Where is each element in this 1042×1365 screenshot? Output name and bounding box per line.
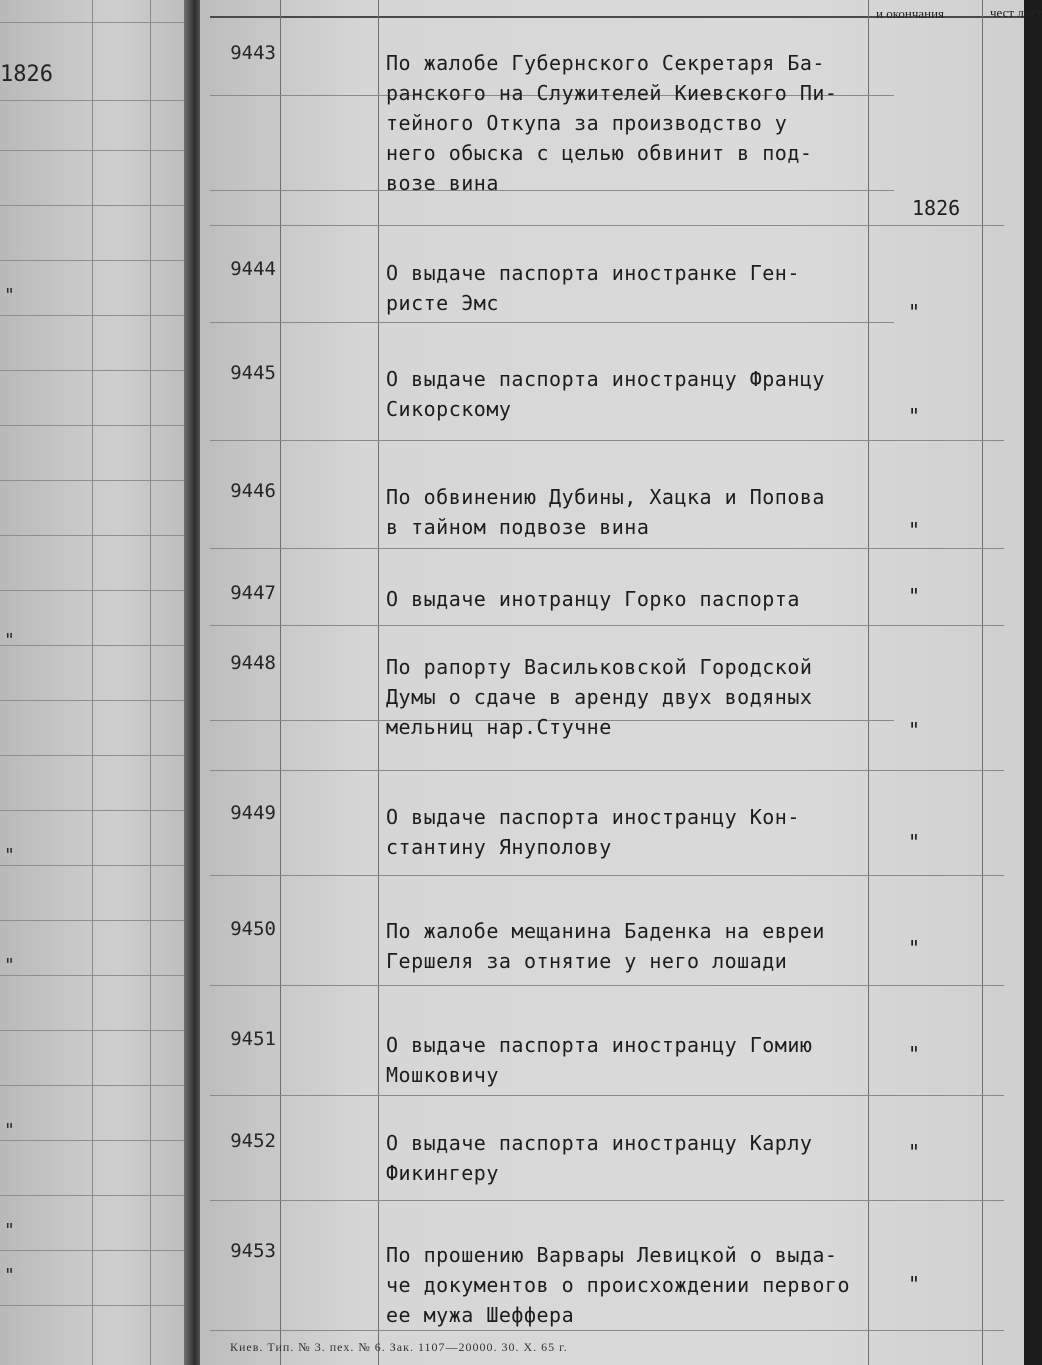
ditto-mark: " (908, 936, 921, 960)
left-ditto-mark: " (4, 845, 15, 866)
ditto-mark: " (908, 1272, 921, 1296)
record-description: По обвинению Дубины, Хацка и Попова в тайном подвозе вина (386, 485, 825, 539)
left-page (0, 0, 192, 1365)
record-description: О выдаче паспорта иностранцу Кон- стантину Януполову (386, 805, 800, 859)
record-description: О выдаче инотранцу Горко паспорта (386, 587, 800, 611)
left-row-rule (0, 1305, 192, 1306)
left-row-rule (0, 865, 192, 866)
left-row-rule (0, 425, 192, 426)
left-row-rule (0, 1140, 192, 1141)
left-row-rule (0, 1195, 192, 1196)
left-row-rule (0, 755, 192, 756)
ditto-mark: " (908, 404, 921, 428)
ditto-mark: " (908, 584, 921, 608)
left-ditto-mark: " (4, 1265, 15, 1286)
left-row-rule (0, 535, 192, 536)
record-description: По жалобе Губернского Секретаря Ба- ранского на Служителей Киевского Пи- тейного Откупа за производство у него обыска с целью обвинит в под- возе вина (386, 51, 838, 195)
row-rule (210, 322, 894, 323)
left-row-rule (0, 1085, 192, 1086)
left-row-rule (0, 100, 192, 101)
left-row-rule (0, 205, 192, 206)
row-rule (210, 1330, 1004, 1331)
column-rule (280, 0, 281, 1365)
left-ditto-mark: " (4, 630, 15, 651)
left-row-rule (0, 22, 192, 23)
record-number: 9448 (230, 652, 276, 674)
record-number: 9450 (230, 918, 276, 940)
record-year: 1826 (912, 196, 961, 220)
row-rule (210, 225, 1004, 226)
record-description: О выдаче паспорта иностранке Ген- ристе Эмс (386, 261, 800, 315)
row-rule (210, 625, 1004, 626)
row-rule (210, 1200, 1004, 1201)
left-row-rule (0, 260, 192, 261)
left-ditto-mark: " (4, 955, 15, 976)
left-ditto-mark: " (4, 1220, 15, 1241)
ditto-mark: " (908, 300, 921, 324)
record-number: 9451 (230, 1028, 276, 1050)
row-rule (210, 875, 1004, 876)
left-row-rule (0, 480, 192, 481)
record-description: По прошению Варвары Левицкой о выда- че документов о происхождении первого ее мужа Шеффера (386, 1243, 851, 1327)
column-rule (982, 0, 983, 1365)
left-row-rule (0, 370, 192, 371)
row-rule (210, 770, 1004, 771)
record-number: 9449 (230, 802, 276, 824)
ditto-mark: " (908, 518, 921, 542)
record-number: 9453 (230, 1240, 276, 1262)
left-row-rule (0, 645, 192, 646)
record-number: 9445 (230, 362, 276, 384)
record-number: 9452 (230, 1130, 276, 1152)
ditto-mark: " (908, 830, 921, 854)
row-rule (210, 440, 1004, 441)
left-row-rule (0, 700, 192, 701)
right-page (200, 0, 1042, 1365)
row-rule (210, 548, 1004, 549)
row-rule (210, 985, 1004, 986)
column-rule (378, 0, 379, 1365)
left-ditto-mark: " (4, 1120, 15, 1141)
record-number: 9447 (230, 582, 276, 604)
left-row-rule (0, 975, 192, 976)
record-description: О выдаче паспорта иностранцу Карлу Фикингеру (386, 1131, 813, 1185)
ditto-mark: " (908, 1042, 921, 1066)
row-rule (210, 1095, 1004, 1096)
print-imprint: Киев. Тип. № 3. пех. № 6. Зак. 1107—20000. 30. X. 65 г. (230, 1340, 568, 1354)
left-row-rule (0, 315, 192, 316)
record-number: 9446 (230, 480, 276, 502)
header-sheets: чест лист (990, 5, 1042, 20)
record-description: По рапорту Васильковской Городской Думы о сдаче в аренду двух водяных мельниц нар.Стучне (386, 655, 813, 739)
record-description: О выдаче паспорта иностранцу Гомию Мошковичу (386, 1033, 813, 1087)
left-row-rule (0, 1250, 192, 1251)
record-number: 9444 (230, 258, 276, 280)
header-end-date: и окончания (876, 6, 945, 21)
left-row-rule (0, 920, 192, 921)
record-description: О выдаче паспорта иностранцу Францу Сикорскому (386, 367, 825, 421)
left-row-rule (0, 810, 192, 811)
left-ditto-mark: " (4, 285, 15, 306)
ditto-mark: " (908, 718, 921, 742)
left-row-rule (0, 590, 192, 591)
left-row-rule (0, 1030, 192, 1031)
left-row-rule (0, 150, 192, 151)
record-number: 9443 (230, 42, 276, 64)
record-description: По жалобе мещанина Баденка на евреи Гершеля за отнятие у него лошади (386, 919, 825, 973)
left-year: 1826 (0, 62, 53, 87)
ditto-mark: " (908, 1140, 921, 1164)
